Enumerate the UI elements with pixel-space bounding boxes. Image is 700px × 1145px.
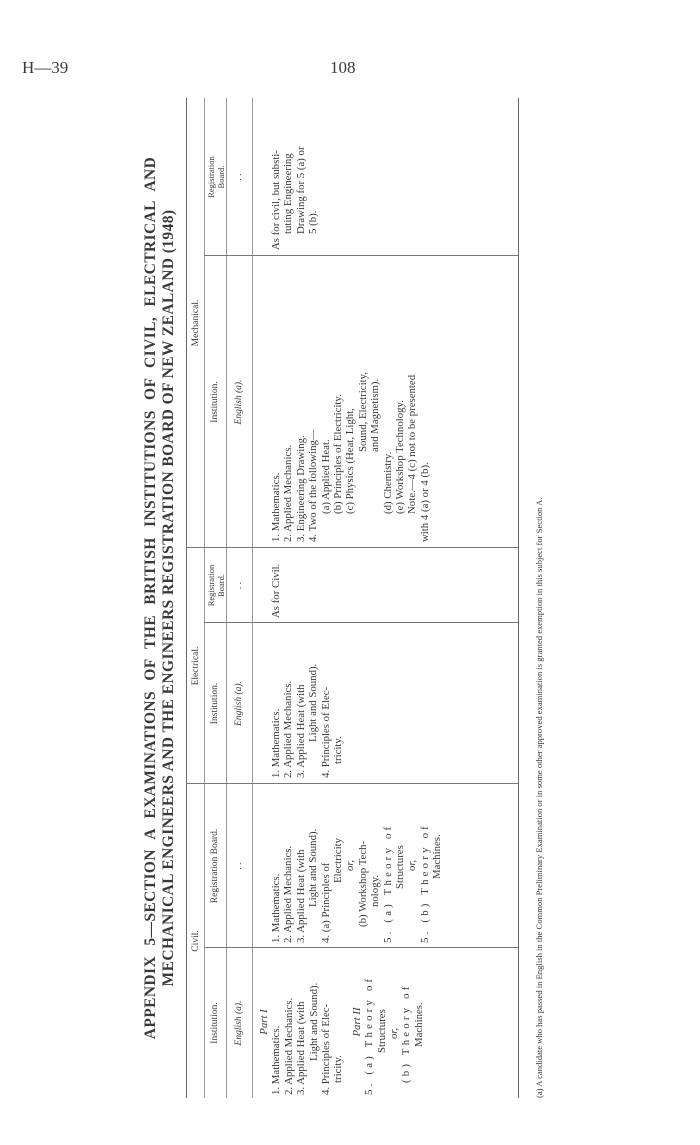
rotated-table [142,98,552,1098]
subheader-civil-institution: Institution. [210,1002,220,1044]
electrical-institution-subjects: 1. Mathematics. 2. Applied Mechanics. 3. Applied Heat (with Light and Sound). 4. Principles of Elec- tricity. [270,663,345,778]
title-line-2: MECHANICAL ENGINEERS AND THE ENGINEERS REGISTRATION BOARD OF NEW ZEALAND (1948) [160,209,177,987]
rule-bottom [518,98,519,1098]
rule-top [186,98,187,1098]
subheader-civil-board: Registration Board. [210,828,220,904]
divider [204,255,518,256]
dots-mechanical-board: . . [234,173,244,181]
subheader-electrical-institution: Institution. [210,682,220,725]
mechanical-board-note: As for civil, but substi- tuting Engineering Drawing for 5 (a) or 5 (b). [270,146,320,250]
dots-electrical-board: . . [234,581,244,590]
electrical-board-note: As for Civil. [270,563,282,618]
civil-institution-subjects: Part I 1. Mathematics. 2. Applied Mechanics. 3. Applied Heat (with Light and Sound). 4. Principles of Elec- tricity. Part II 5. (a) Theory of Structures or, (b) Theory of Machines. [258,975,425,1095]
page-number: 108 [330,58,356,77]
rule-subheader [226,98,227,1098]
divider [204,947,518,948]
rule-group [204,98,205,1098]
civil-board-subjects: 1. Mathematics. 2. Applied Mechanics. 3. Applied Heat (with Light and Sound). 4. (a) Principles of Electricity or, (b) Workshop Tech- nology. 5. (a) Theory of Structures or, 5. (b) Theory of Machines. [270,823,444,943]
subheader-electrical-board: Registration Board. [206,564,226,607]
header-civil: Civil. [191,930,201,952]
english-civil: English (a). [234,1000,244,1046]
mechanical-institution-subjects: 1. Mathematics. 2. Applied Mechanics. 3. Engineering Drawing. 4. Two of the following— (a) Applied Heat. (b) Principles of Electricity. (c) Physics (Heat, Light, Sound, Electricity, and Magnetism). (d) Chemistry. (e) Workshop Technology. Note.—4 (c) not to be presented with 4 (a) or 4 (b). [270,372,431,542]
header-electrical: Electrical. [191,646,201,686]
title-line-1: APPENDIX 5—SECTION A EXAMINATIONS OF THE BRITISH INSTITUTIONS OF CIVIL, ELECTRICAL AND [142,156,159,1040]
subheader-mechanical-board: Registration Board. [206,156,226,198]
footnote: (a) A candidate who has passed in English in the Common Preliminary Examination or in some other approved examination is granted exemption in this subject for Section A. [534,497,544,1098]
page-header-code: H—39 [22,58,69,77]
english-electrical: English (a). [234,681,244,726]
subheader-mechanical-institution: Institution. [210,381,220,423]
rule-english [252,98,253,1098]
dots-civil-board: . . [234,862,244,870]
divider [204,622,518,623]
header-mechanical: Mechanical. [191,299,201,347]
english-mechanical: English (a). [234,379,244,425]
